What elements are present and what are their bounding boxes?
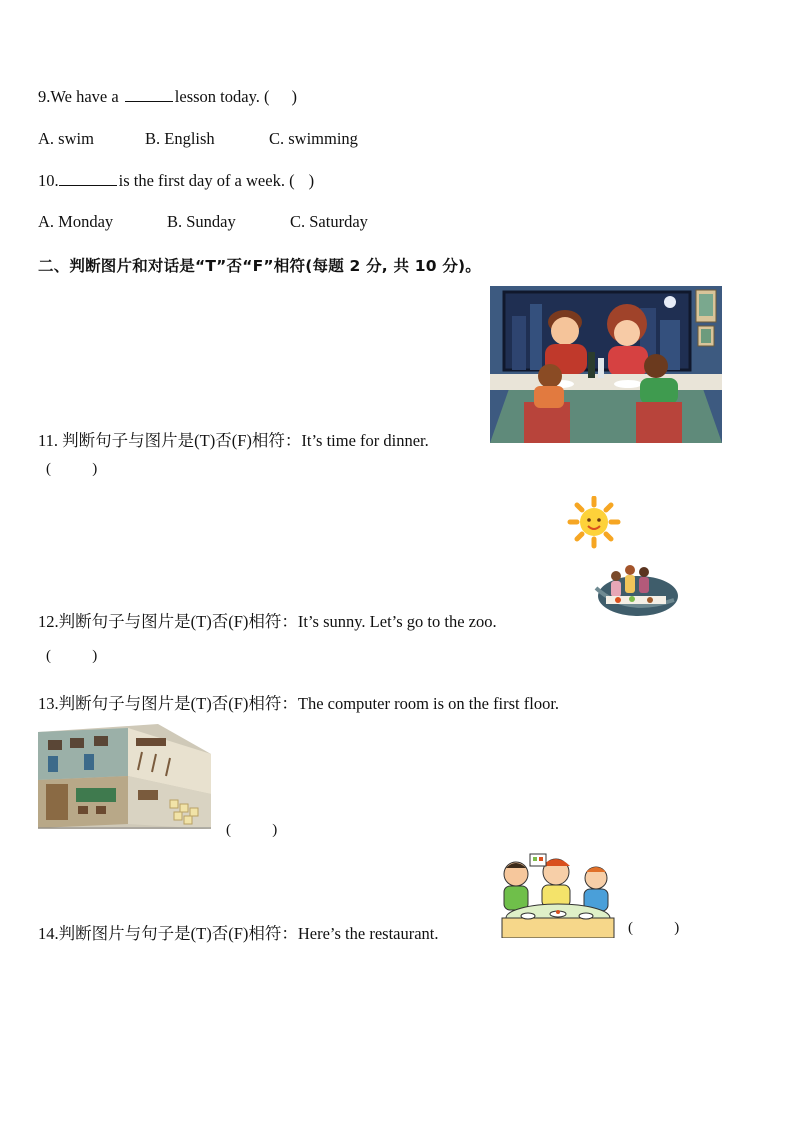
q14-answer-paren[interactable]: ( ) xyxy=(628,920,680,936)
question-12: 12.判断句子与图片是(T)否(F)相符：It’s sunny. Let’s go to the zoo. xyxy=(38,612,497,631)
school-building-illustration xyxy=(38,724,211,829)
q9-option-b[interactable]: B. English xyxy=(145,129,215,148)
q9-number: 9. xyxy=(38,87,51,106)
question-9 xyxy=(38,87,297,107)
question-11: 11. 判断句子与图片是(T)否(F)相符：It’s time for dinner. xyxy=(38,431,429,450)
q9-text-after: lesson today. ( xyxy=(174,87,270,106)
q9-option-c[interactable]: C. swimming xyxy=(269,129,358,148)
q9-text-before: We have a xyxy=(50,87,119,106)
q10-blank[interactable] xyxy=(59,171,117,186)
question-10 xyxy=(38,171,314,191)
q9-options xyxy=(38,129,358,149)
section-2-heading: 二、判断图片和对话是“T”否“F”相符(每题 2 分, 共 10 分)。 xyxy=(38,257,482,275)
question-14: 14.判断图片与句子是(T)否(F)相符：Here’s the restaurant. xyxy=(38,924,439,943)
friends-eating-illustration xyxy=(498,852,618,938)
q10-number: 10. xyxy=(38,171,59,190)
question-13: 13.判断句子与图片是(T)否(F)相符：The computer room is on the first floor. xyxy=(38,694,560,713)
q10-text-after: is the first day of a week. ( xyxy=(118,171,295,190)
q9-blank[interactable] xyxy=(125,87,173,102)
sun-and-picnic-illustration xyxy=(566,496,678,622)
q9-option-a[interactable]: A. swim xyxy=(38,129,94,148)
q12-answer-paren[interactable]: ( ) xyxy=(46,648,98,664)
family-dinner-illustration xyxy=(490,286,722,443)
q9-close-paren: ) xyxy=(291,87,298,106)
q13-answer-paren[interactable]: ( ) xyxy=(226,822,278,838)
q10-option-b[interactable]: B. Sunday xyxy=(167,212,236,231)
q10-close-paren: ) xyxy=(308,171,315,190)
q11-answer-paren[interactable]: ( ) xyxy=(46,461,98,477)
q10-options xyxy=(38,212,368,232)
q10-option-c[interactable]: C. Saturday xyxy=(290,212,368,231)
q10-option-a[interactable]: A. Monday xyxy=(38,212,114,231)
